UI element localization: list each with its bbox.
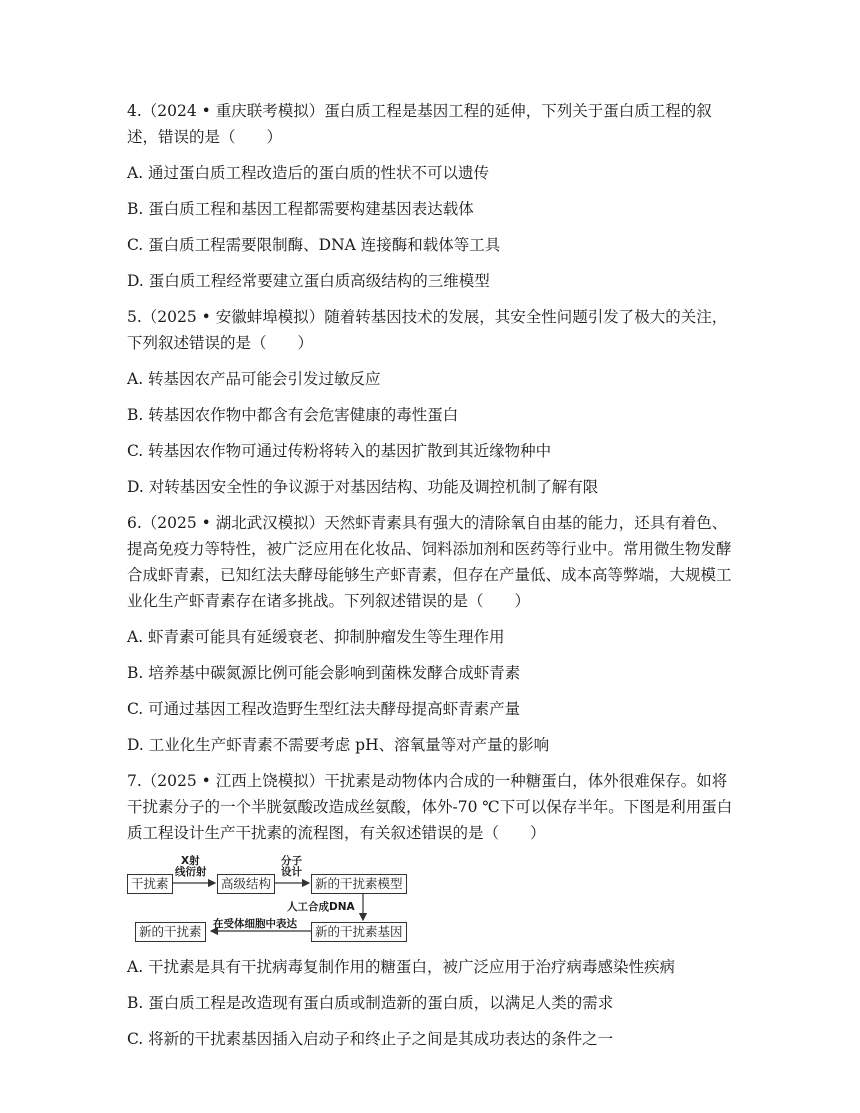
question-6-option-d[interactable]: D. 工业化生产虾青素不需要考虑 pH、溶氧量等对产量的影响 (127, 736, 550, 754)
label-expression: 在受体细胞中表达 (213, 918, 297, 930)
question-4-option-b[interactable]: B. 蛋白质工程和基因工程都需要构建基因表达载体 (127, 200, 474, 218)
box-interferon: 干扰素 (127, 874, 173, 894)
question-4-option-d[interactable]: D. 蛋白质工程经常要建立蛋白质高级结构的三维模型 (127, 272, 490, 290)
question-7-option-c[interactable]: C. 将新的干扰素基因插入启动子和终止子之间是其成功表达的条件之一 (127, 1030, 614, 1048)
question-5-option-c[interactable]: C. 转基因农作物可通过传粉将转入的基因扩散到其近缘物种中 (127, 442, 552, 460)
box-new-interferon: 新的干扰素 (135, 922, 206, 942)
label-design-1: 分子 (281, 855, 302, 867)
question-5-option-a[interactable]: A. 转基因农产品可能会引发过敏反应 (127, 370, 381, 388)
question-5-option-b[interactable]: B. 转基因农作物中都含有会危害健康的毒性蛋白 (127, 406, 459, 424)
question-5-stem: 5.（2025 • 安徽蚌埠模拟）随着转基因技术的发展，其安全性问题引发了极大的关注，下列叙述错误的是（ ） (127, 308, 728, 352)
question-7-stem: 7.（2025 • 江西上饶模拟）干扰素是动物体内合成的一种糖蛋白，体外很难保存。如将干扰素分子的一个半胱氨酸改造成丝氨酸，体外-70 ℃下可以保存半年。下图是利用蛋白质工程设计生产干扰素的流程图，有关叙述错误的是（ ） (127, 772, 733, 842)
interferon-flowchart (127, 856, 427, 942)
question-5-option-d[interactable]: D. 对转基因安全性的争议源于对基因结构、功能及调控机制了解有限 (127, 478, 599, 496)
question-6-option-b[interactable]: B. 培养基中碳氮源比例可能会影响到菌株发酵合成虾青素 (127, 664, 521, 682)
label-xray-2: 线衍射 (175, 866, 207, 878)
question-7-option-b[interactable]: B. 蛋白质工程是改造现有蛋白质或制造新的蛋白质，以满足人类的需求 (127, 994, 614, 1012)
question-7-option-a[interactable]: A. 干扰素是具有干扰病毒复制作用的糖蛋白，被广泛应用于治疗病毒感染性疾病 (127, 958, 676, 976)
label-xray-1: X射 (181, 855, 200, 867)
box-new-model: 新的干扰素模型 (311, 874, 407, 894)
question-4-stem: 4.（2024 • 重庆联考模拟）蛋白质工程是基因工程的延伸，下列关于蛋白质工程的叙述，错误的是（ ） (127, 102, 712, 146)
question-4-option-c[interactable]: C. 蛋白质工程需要限制酶、DNA 连接酶和载体等工具 (127, 236, 501, 254)
question-6-option-c[interactable]: C. 可通过基因工程改造野生型红法夫酵母提高虾青素产量 (127, 700, 521, 718)
question-page (127, 98, 742, 1062)
question-6-option-a[interactable]: A. 虾青素可能具有延缓衰老、抑制肿瘤发生等生理作用 (127, 628, 505, 646)
question-6-stem: 6.（2025 • 湖北武汉模拟）天然虾青素具有强大的清除氧自由基的能力，还具有着色、提高免疫力等特性，被广泛应用在化妆品、饲料添加剂和医药等行业中。常用微生物发酵合成虾青素，已知红法夫酵母能够生产虾青素，但存在产量低、成本高等弊端，大规模工业化生产虾青素存在诸多挑战。下列叙述错误的是（ ） (127, 514, 732, 610)
box-advanced-structure: 高级结构 (217, 874, 275, 894)
box-new-gene: 新的干扰素基因 (311, 922, 407, 942)
label-synthesis: 人工合成DNA (287, 901, 355, 913)
question-4-option-a[interactable]: A. 通过蛋白质工程改造后的蛋白质的性状不可以遗传 (127, 164, 490, 182)
label-design-2: 设计 (281, 866, 302, 878)
